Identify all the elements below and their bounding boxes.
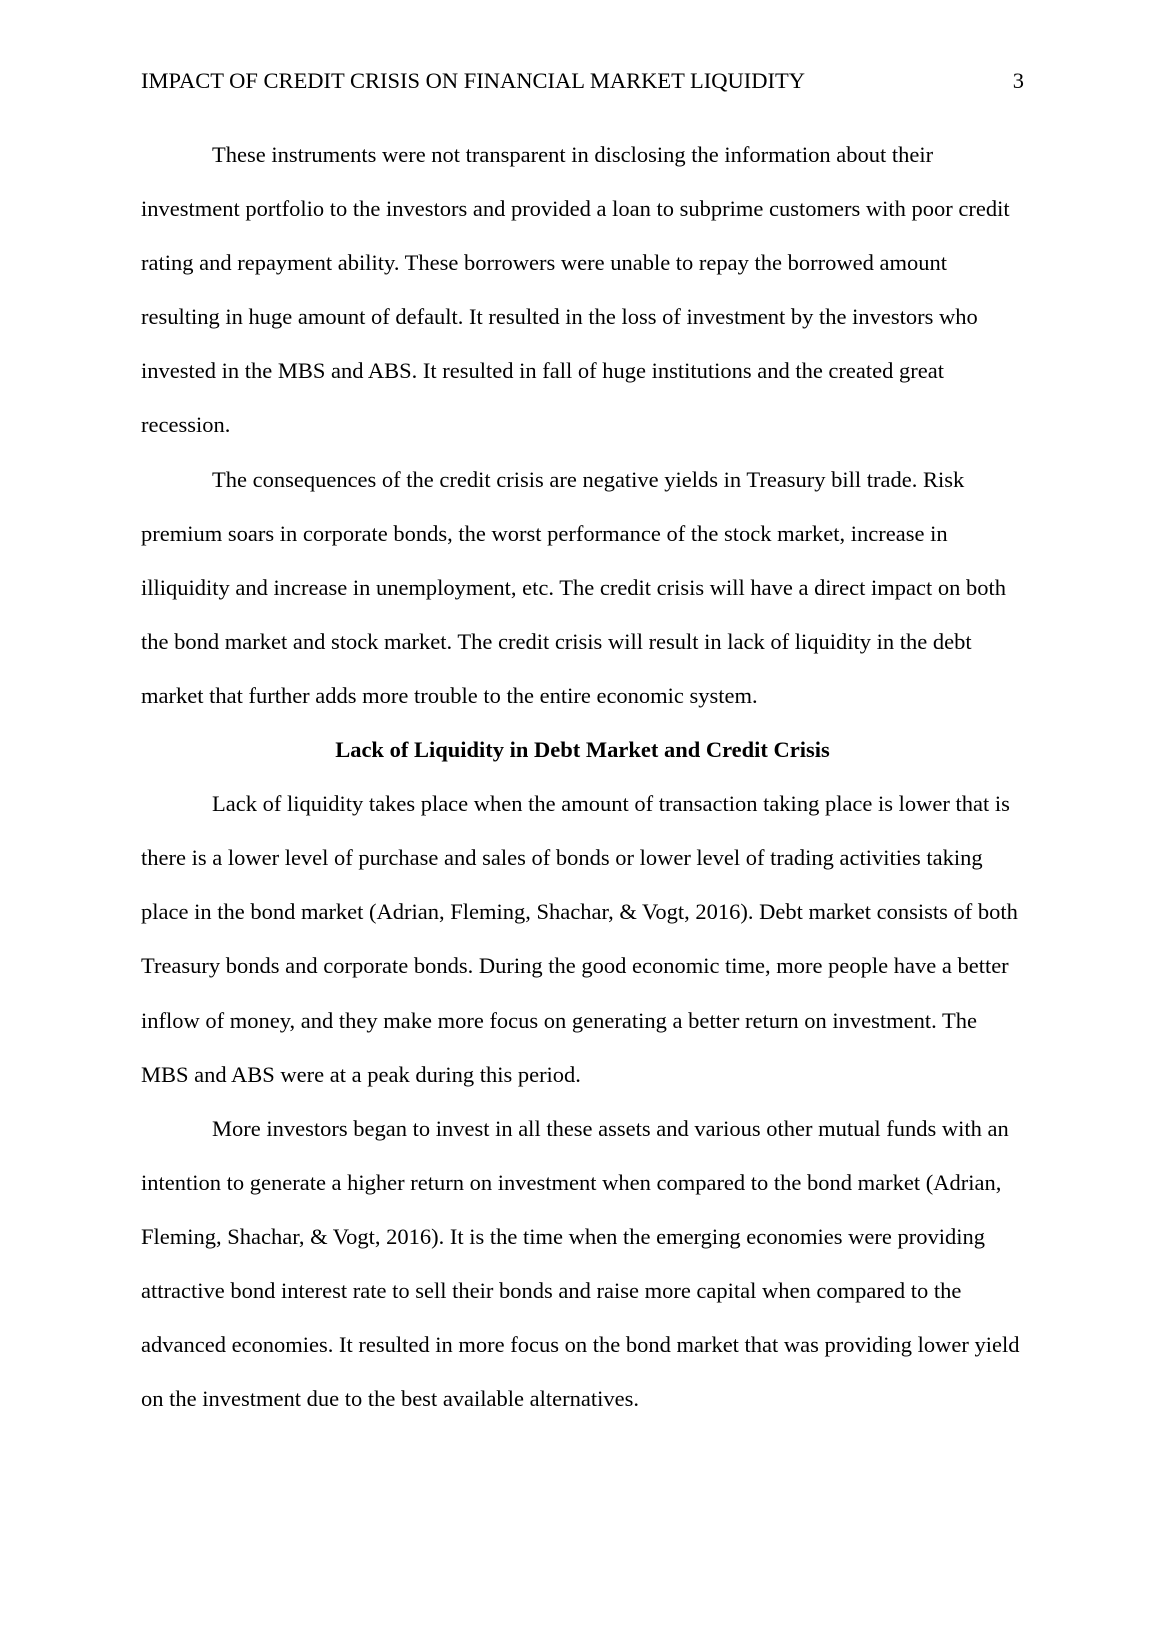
paragraph-lack-of-liquidity: Lack of liquidity takes place when the amount of transaction taking place is lower that is there is a lower level of purchase and sales of bonds or lower level of trading activities taking place in the bond market (Adrian, Fleming, Shachar, & Vogt, 2016). Debt market consists of both Treasury bonds and corporate bonds. During the good economic time, more people have a better inflow of money, and they make more focus on generating a better return on investment. The MBS and ABS were at a peak during this period. — [141, 791, 1018, 1087]
section-heading: Lack of Liquidity in Debt Market and Credit Crisis — [335, 737, 830, 763]
running-head — [141, 66, 1024, 96]
paragraph-more-investors: More investors began to invest in all these assets and various other mutual funds with an intention to generate a higher return on investment when compared to the bond market (Adrian, Fleming, Shachar, & Vogt, 2016). It is the time when the emerging economies were providing attractive bond interest rate to sell their bonds and raise more capital when compared to the advanced economies. It resulted in more focus on the bond market that was providing lower yield on the investment due to the best available alternatives. — [141, 1115, 1020, 1412]
paragraph-consequences: The consequences of the credit crisis are negative yields in Treasury bill trade. Risk premium soars in corporate bonds, the worst performance of the stock market, increase in illiquidity and increase in unemployment, etc. The credit crisis will have a direct impact on both the bond market and stock market. The credit crisis will result in lack of liquidity in the debt market that further adds more trouble to the entire economic system. — [141, 466, 1006, 708]
running-title: IMPACT OF CREDIT CRISIS ON FINANCIAL MARKET LIQUIDITY — [141, 68, 806, 93]
body-text — [141, 128, 1024, 1426]
page-number: 3 — [1012, 68, 1024, 93]
paragraph-instruments: These instruments were not transparent in disclosing the information about their investment portfolio to the investors and provided a loan to subprime customers with poor credit rating and repayment ability. These borrowers were unable to repay the borrowed amount resulting in huge amount of default. It resulted in the loss of investment by the investors who invested in the MBS and ABS. It resulted in fall of huge institutions and the created great recession. — [141, 142, 1010, 438]
